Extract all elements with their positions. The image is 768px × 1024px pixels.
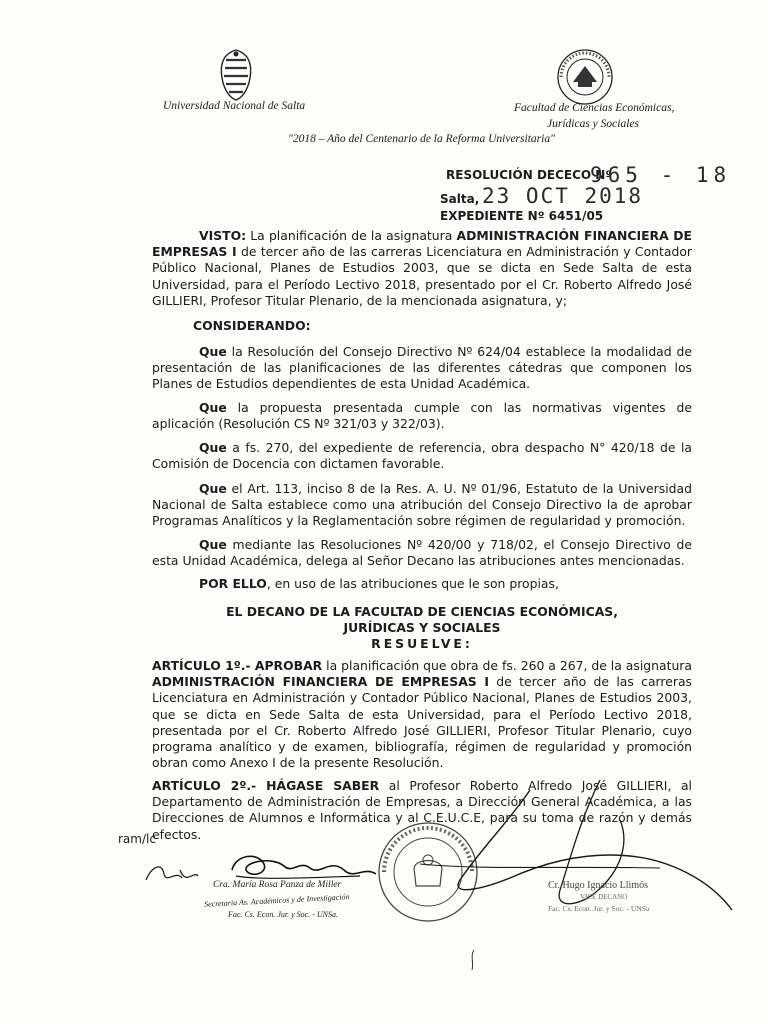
articulo-1-text1: la planificación que obra de fs. 260 a 267, de la asignatura [322,658,692,673]
handwritten-signature-right [420,760,740,980]
university-name: Universidad Nacional de Salta [163,100,306,112]
articulo-1-lead: ARTÍCULO 1º.- APROBAR [152,658,323,673]
resolution-label: RESOLUCIÓN DECECO Nº [446,168,613,182]
por-ello-lead: POR ELLO [199,576,267,591]
considerando-paragraph [152,440,692,472]
date-stamp: 23 OCT 2018 [482,184,644,208]
place-label: Salta, [440,192,480,206]
articulo-1 [152,658,692,771]
visto-subject: ADMINISTRACIÓN FINANCIERA DE EMPRESAS I [152,228,692,260]
decano-line1: EL DECANO DE LA FACULTAD DE CIENCIAS ECONÓMICAS, [226,604,618,619]
signatory-left-office: Fac. Cs. Econ. Jur. y Soc. - UNSa. [228,910,338,919]
visto-text1: La planificación de la asignatura [246,228,457,243]
visto-text2: de tercer año de las carreras Licenciatura en Administración y Contador Público Nacional, Planes de Estudios 2003, que se dicta en Sede Salta de esta Universidad, para el Período Lectivo 2018, presentado por el Cr. Roberto Alfredo José GILLIERI, Profesor Titular Plenario, de la mencionada asignatura, y; [152,244,692,308]
articulo-1-subject: ADMINISTRACIÓN FINANCIERA DE EMPRESAS I [152,674,489,690]
que-lead: Que [199,440,227,455]
considerando-text: mediante las Resoluciones Nº 420/00 y 718/02, el Consejo Directivo de esta Unidad Académica, delega al Señor Decano las atribuciones antes mencionadas. [152,537,692,569]
que-lead: Que [199,537,227,552]
university-emblem-icon [214,48,258,102]
considerando-text: la Resolución del Consejo Directivo Nº 624/04 establece la modalidad de presentación de las planificaciones de las diferentes cátedras que componen los Planes de Estudios dependientes de esta Unidad Académica. [152,344,692,392]
que-lead: Que [199,400,227,415]
decano-line2: JURÍDICAS Y SOCIALES [343,620,501,635]
que-lead: Que [199,481,227,496]
signatory-right-name: Cr. Hugo Ignacio Llimós [548,880,648,891]
articulo-1-text2: de tercer año de las carreras Licenciatura en Administración y Contador Público Nacional, Planes de Estudios 2003, que se dicta en Sede Salta de esta Universidad, para el Período Lectivo 2018, presentada por el Cr. Roberto Alfredo José GILLIERI, Profesor Titular Plenario, cuyo programa analítico y de examen, bibliografía, régimen de regularidad y promoción obran como Anexo I de la presente Resolución. [152,674,693,771]
que-lead: Que [199,344,227,359]
resuelve-heading: RESUELVE: [371,636,473,651]
signatory-left-title: Secretaria As. Académicos y de Investigación [203,892,350,909]
considerando-paragraph [152,400,692,432]
visto-paragraph [152,228,692,309]
typist-initials: ram/lc [118,832,156,846]
considerando-heading: CONSIDERANDO: [193,318,311,333]
year-motto: "2018 – Año del Centenario de la Reforma Universitaria" [288,133,555,145]
signatory-right-office: Fac. Cs. Econ. Jur. y Soc. - UNSa [548,904,650,913]
expediente-number: EXPEDIENTE Nº 6451/05 [440,209,604,223]
por-ello-text: , en uso de las atribuciones que le son propias, [266,576,559,591]
considerando-paragraph [152,537,692,569]
considerando-text: el Art. 113, inciso 8 de la Res. A. U. Nº 01/96, Estatuto de la Universidad Nacional de Salta establece como una atribución del Consejo Directivo la de aprobar Programas Analíticos y la Reglamentación sobre régimen de regularidad y promoción. [152,481,692,529]
visto-lead: VISTO: [199,228,247,243]
signatory-right-title: VICE DECANO [580,893,628,901]
considerando-paragraph [152,481,692,530]
resolution-number-stamp: 965 - 18 [590,163,732,187]
handwritten-signature-left [140,840,380,900]
articulo-2-lead: ARTÍCULO 2º.- HÁGASE SABER [152,778,380,793]
faculty-seal-icon [556,48,614,106]
signatory-left-name: Cra. María Rosa Panza de Miller [213,880,342,890]
faculty-name-line2: Jurídicas y Sociales [547,118,639,130]
considerando-text: la propuesta presentada cumple con las normativas vigentes de aplicación (Resolución CS Nº 321/03 y 322/03). [152,400,692,432]
considerando-text: a fs. 270, del expediente de referencia, obra despacho N° 420/18 de la Comisión de Docencia con dictamen favorable. [152,440,692,472]
por-ello-paragraph [152,576,692,592]
decano-heading [152,604,692,652]
considerando-paragraph [152,344,692,393]
articulo-2-text: al Profesor Roberto Alfredo José GILLIERI, al Departamento de Administración de Empresas, a Dirección General Académica, a las Direcciones de Alumnos e Informática y al C.E.U.C.E, para su toma de razón y demás efectos. [152,778,692,842]
faculty-name-line1: Facultad de Ciencias Económicas, [514,102,675,114]
